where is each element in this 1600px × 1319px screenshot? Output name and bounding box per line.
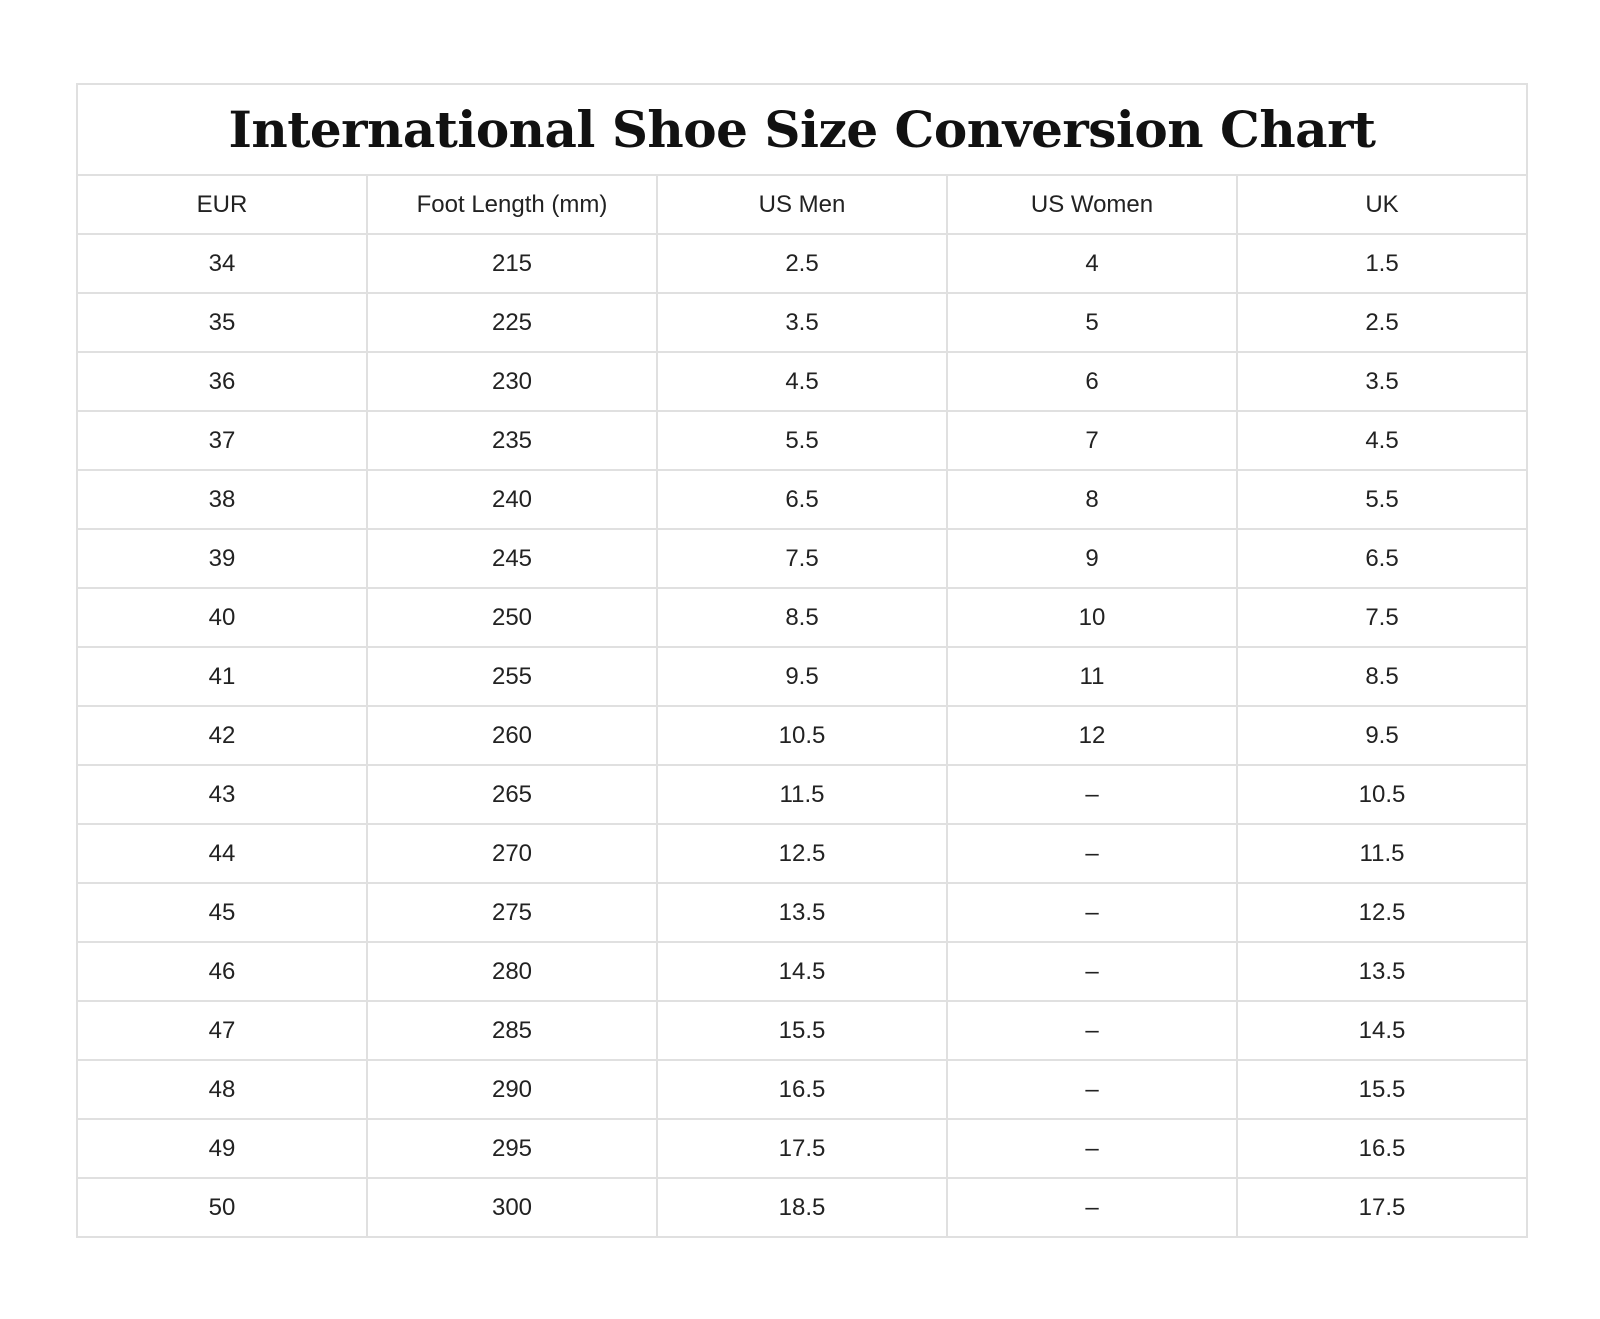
cell-foot-length: 290 (367, 1060, 657, 1119)
cell-us-women: 9 (947, 529, 1237, 588)
cell-eur: 36 (77, 352, 367, 411)
cell-uk: 5.5 (1237, 470, 1527, 529)
shoe-size-table (76, 83, 1528, 1238)
cell-uk: 7.5 (1237, 588, 1527, 647)
cell-uk: 3.5 (1237, 352, 1527, 411)
table-row (77, 883, 1527, 942)
cell-us-women: – (947, 1178, 1237, 1237)
cell-uk: 11.5 (1237, 824, 1527, 883)
cell-uk: 16.5 (1237, 1119, 1527, 1178)
cell-eur: 45 (77, 883, 367, 942)
cell-foot-length: 235 (367, 411, 657, 470)
cell-foot-length: 295 (367, 1119, 657, 1178)
cell-uk: 13.5 (1237, 942, 1527, 1001)
cell-us-women: 8 (947, 470, 1237, 529)
column-header-foot-length: Foot Length (mm) (367, 175, 657, 234)
cell-eur: 43 (77, 765, 367, 824)
cell-us-women: – (947, 824, 1237, 883)
cell-uk: 14.5 (1237, 1001, 1527, 1060)
column-header-uk: UK (1237, 175, 1527, 234)
cell-eur: 34 (77, 234, 367, 293)
cell-foot-length: 250 (367, 588, 657, 647)
table-row (77, 824, 1527, 883)
cell-foot-length: 260 (367, 706, 657, 765)
cell-us-women: 6 (947, 352, 1237, 411)
cell-uk: 4.5 (1237, 411, 1527, 470)
table-row (77, 706, 1527, 765)
table-row (77, 1001, 1527, 1060)
cell-us-men: 8.5 (657, 588, 947, 647)
cell-eur: 47 (77, 1001, 367, 1060)
cell-us-women: – (947, 1001, 1237, 1060)
cell-us-women: 10 (947, 588, 1237, 647)
cell-foot-length: 270 (367, 824, 657, 883)
table-row (77, 1178, 1527, 1237)
cell-uk: 1.5 (1237, 234, 1527, 293)
cell-us-men: 9.5 (657, 647, 947, 706)
cell-us-men: 14.5 (657, 942, 947, 1001)
cell-foot-length: 275 (367, 883, 657, 942)
cell-foot-length: 225 (367, 293, 657, 352)
table-row (77, 588, 1527, 647)
cell-us-men: 3.5 (657, 293, 947, 352)
cell-eur: 48 (77, 1060, 367, 1119)
cell-eur: 50 (77, 1178, 367, 1237)
cell-us-men: 11.5 (657, 765, 947, 824)
cell-eur: 49 (77, 1119, 367, 1178)
cell-uk: 9.5 (1237, 706, 1527, 765)
table-row (77, 647, 1527, 706)
cell-uk: 15.5 (1237, 1060, 1527, 1119)
table-row (77, 765, 1527, 824)
header-row (77, 175, 1527, 234)
cell-us-men: 4.5 (657, 352, 947, 411)
cell-foot-length: 300 (367, 1178, 657, 1237)
table-row (77, 234, 1527, 293)
cell-us-women: 12 (947, 706, 1237, 765)
column-header-eur: EUR (77, 175, 367, 234)
cell-us-men: 10.5 (657, 706, 947, 765)
table-body (77, 234, 1527, 1237)
cell-foot-length: 280 (367, 942, 657, 1001)
cell-us-men: 7.5 (657, 529, 947, 588)
table-row (77, 529, 1527, 588)
cell-foot-length: 255 (367, 647, 657, 706)
cell-uk: 6.5 (1237, 529, 1527, 588)
cell-eur: 39 (77, 529, 367, 588)
cell-us-women: – (947, 1060, 1237, 1119)
table-row (77, 942, 1527, 1001)
cell-us-men: 16.5 (657, 1060, 947, 1119)
cell-foot-length: 230 (367, 352, 657, 411)
cell-eur: 41 (77, 647, 367, 706)
cell-us-women: 11 (947, 647, 1237, 706)
cell-uk: 12.5 (1237, 883, 1527, 942)
cell-us-men: 17.5 (657, 1119, 947, 1178)
column-header-us-men: US Men (657, 175, 947, 234)
cell-us-women: 4 (947, 234, 1237, 293)
cell-foot-length: 240 (367, 470, 657, 529)
table-row (77, 1060, 1527, 1119)
cell-foot-length: 265 (367, 765, 657, 824)
column-header-us-women: US Women (947, 175, 1237, 234)
cell-us-women: 5 (947, 293, 1237, 352)
cell-eur: 38 (77, 470, 367, 529)
cell-eur: 40 (77, 588, 367, 647)
cell-eur: 37 (77, 411, 367, 470)
cell-uk: 2.5 (1237, 293, 1527, 352)
cell-us-men: 2.5 (657, 234, 947, 293)
cell-us-men: 18.5 (657, 1178, 947, 1237)
table-row (77, 470, 1527, 529)
cell-us-men: 13.5 (657, 883, 947, 942)
cell-us-men: 12.5 (657, 824, 947, 883)
table-row (77, 1119, 1527, 1178)
cell-eur: 35 (77, 293, 367, 352)
table-row (77, 293, 1527, 352)
cell-uk: 17.5 (1237, 1178, 1527, 1237)
cell-uk: 10.5 (1237, 765, 1527, 824)
cell-eur: 46 (77, 942, 367, 1001)
cell-eur: 44 (77, 824, 367, 883)
chart-title: International Shoe Size Conversion Chart (77, 84, 1527, 175)
cell-eur: 42 (77, 706, 367, 765)
cell-us-men: 5.5 (657, 411, 947, 470)
cell-us-women: 7 (947, 411, 1237, 470)
table-row (77, 352, 1527, 411)
cell-foot-length: 245 (367, 529, 657, 588)
table-row (77, 411, 1527, 470)
cell-foot-length: 285 (367, 1001, 657, 1060)
cell-us-women: – (947, 883, 1237, 942)
cell-uk: 8.5 (1237, 647, 1527, 706)
cell-us-women: – (947, 1119, 1237, 1178)
cell-us-women: – (947, 765, 1237, 824)
cell-us-women: – (947, 942, 1237, 1001)
cell-us-men: 15.5 (657, 1001, 947, 1060)
cell-foot-length: 215 (367, 234, 657, 293)
title-row (77, 84, 1527, 175)
cell-us-men: 6.5 (657, 470, 947, 529)
